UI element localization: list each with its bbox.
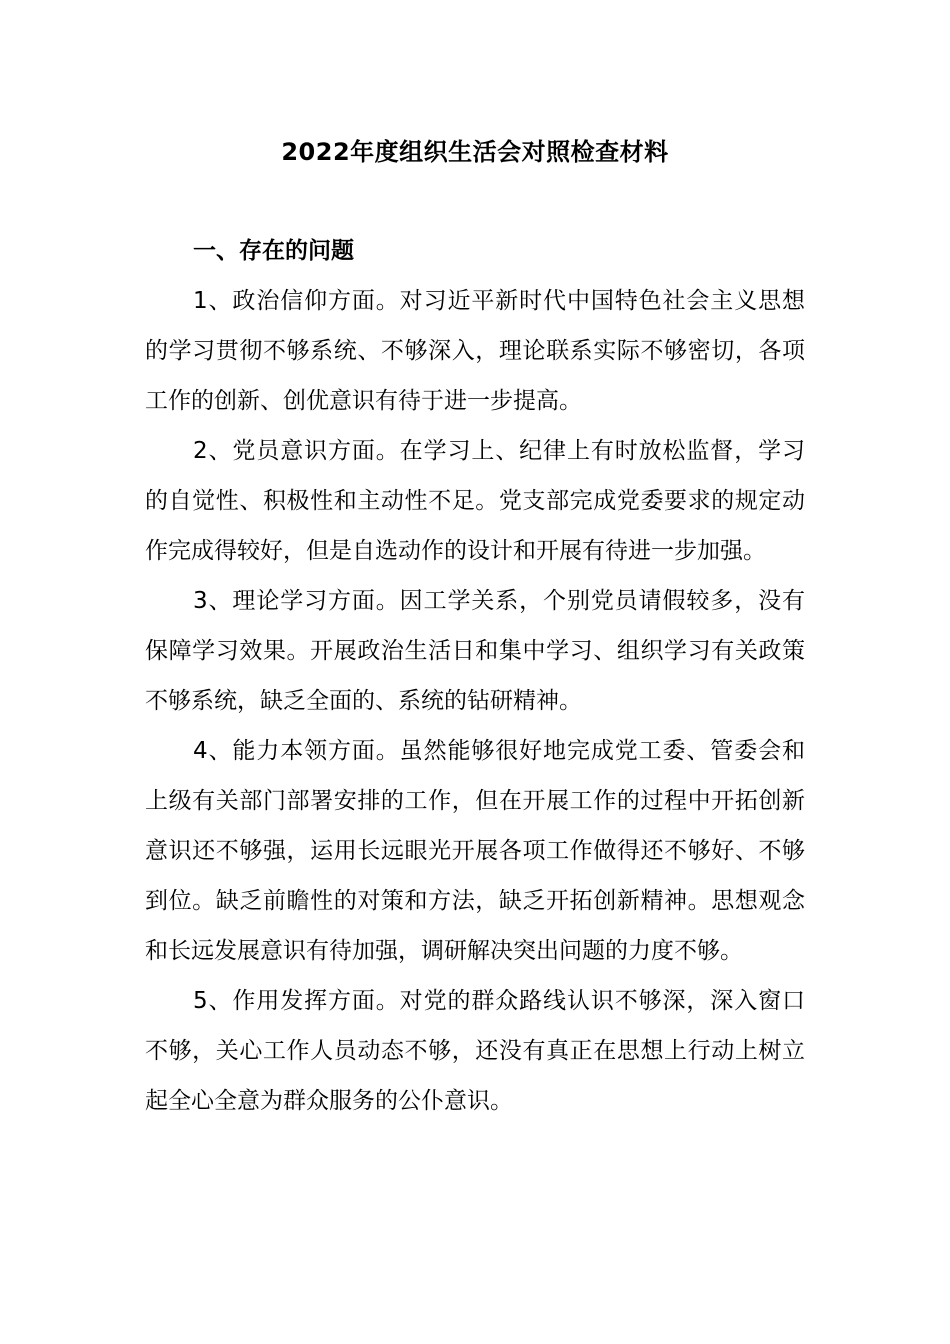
section-heading: 一、存在的问题	[193, 238, 354, 264]
paragraph-5: 5、作用发挥方面。对党的群众路线认识不够深，深入窗口不够，关心工作人员动态不够，还没有真正在思想上行动上树立起全心全意为群众服务的公仆意识。	[145, 988, 805, 1114]
paragraph-3: 3、理论学习方面。因工学关系，个别党员请假较多，没有保障学习效果。开展政治生活日和集中学习、组织学习有关政策不够系统，缺乏全面的、系统的钻研精神。	[145, 588, 805, 714]
paragraph-2: 2、党员意识方面。在学习上、纪律上有时放松监督，学习的自觉性、积极性和主动性不足。党支部完成党委要求的规定动作完成得较好，但是自选动作的设计和开展有待进一步加强。	[145, 438, 805, 564]
document-title: 2022年度组织生活会对照检查材料	[281, 138, 669, 166]
paragraph-1: 1、政治信仰方面。对习近平新时代中国特色社会主义思想的学习贯彻不够系统、不够深入，理论联系实际不够密切，各项工作的创新、创优意识有待于进一步提高。	[145, 288, 805, 414]
paragraph-4: 4、能力本领方面。虽然能够很好地完成党工委、管委会和上级有关部门部署安排的工作，但在开展工作的过程中开拓创新意识还不够强，运用长远眼光开展各项工作做得还不够好、不够到位。缺乏前瞻性的对策和方法，缺乏开拓创新精神。思想观念和长远发展意识有待加强，调研解决突出问题的力度不够。	[145, 738, 805, 964]
document-page	[145, 128, 805, 1126]
